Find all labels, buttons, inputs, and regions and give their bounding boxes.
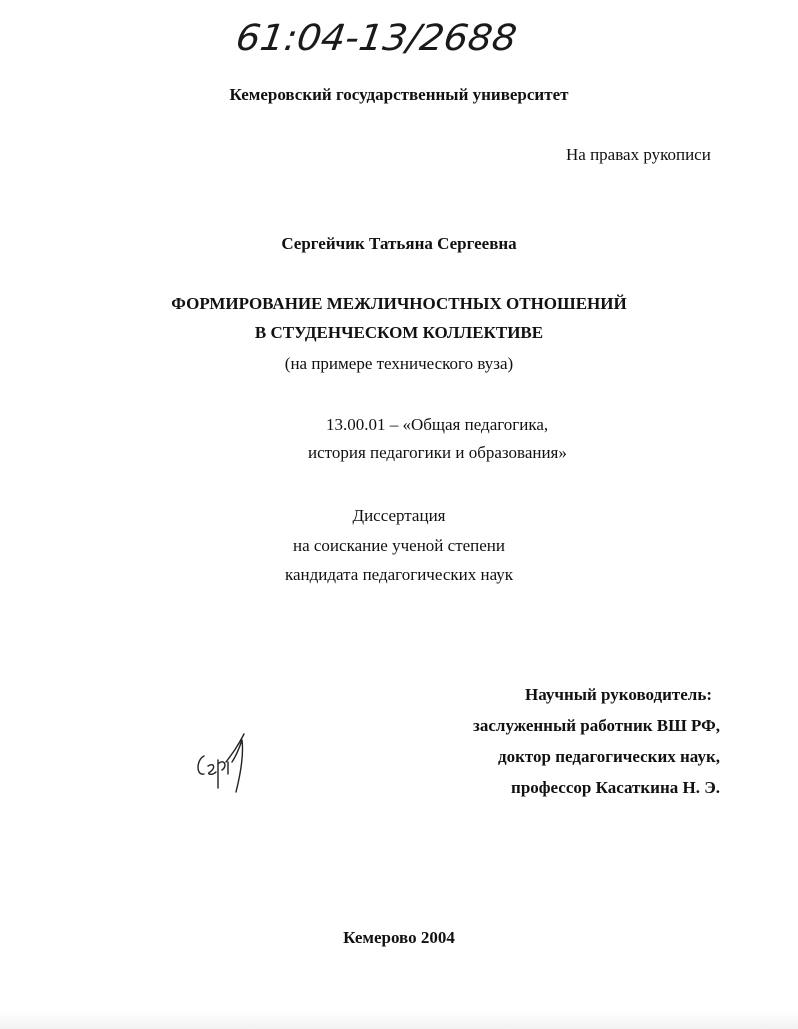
archive-number-text: 61:04-13/2688	[233, 16, 506, 59]
supervisor-line-2: доктор педагогических наук,	[498, 747, 720, 766]
rights-note: На правах рукописи	[566, 145, 711, 164]
degree-line-1: Диссертация	[352, 506, 446, 525]
supervisor-line-3: профессор Касаткина Н. Э.	[511, 778, 720, 797]
specialty-line-2: история педагогики и образования»	[308, 443, 567, 462]
subtitle: (на примере технического вуза)	[284, 354, 514, 373]
supervisor-line-1: заслуженный работник ВШ РФ,	[473, 716, 720, 735]
handwritten-signature	[192, 726, 252, 798]
author-name: Сергейчик Татьяна Сергеевна	[281, 234, 517, 253]
specialty-line-1: 13.00.01 – «Общая педагогика,	[326, 415, 549, 434]
title-line-1: ФОРМИРОВАНИЕ МЕЖЛИЧНОСТНЫХ ОТНОШЕНИЙ	[171, 294, 627, 313]
degree-line-3: кандидата педагогических наук	[284, 565, 514, 584]
archive-number-handwritten	[233, 12, 528, 60]
degree-line-2: на соискание ученой степени	[292, 536, 506, 555]
title-line-2: В СТУДЕНЧЕСКОМ КОЛЛЕКТИВЕ	[254, 323, 544, 342]
supervisor-heading: Научный руководитель:	[525, 685, 712, 704]
scan-bottom-edge	[0, 1012, 798, 1029]
university-name: Кемеровский государственный университет	[229, 85, 569, 104]
place-year: Кемерово 2004	[343, 928, 455, 947]
